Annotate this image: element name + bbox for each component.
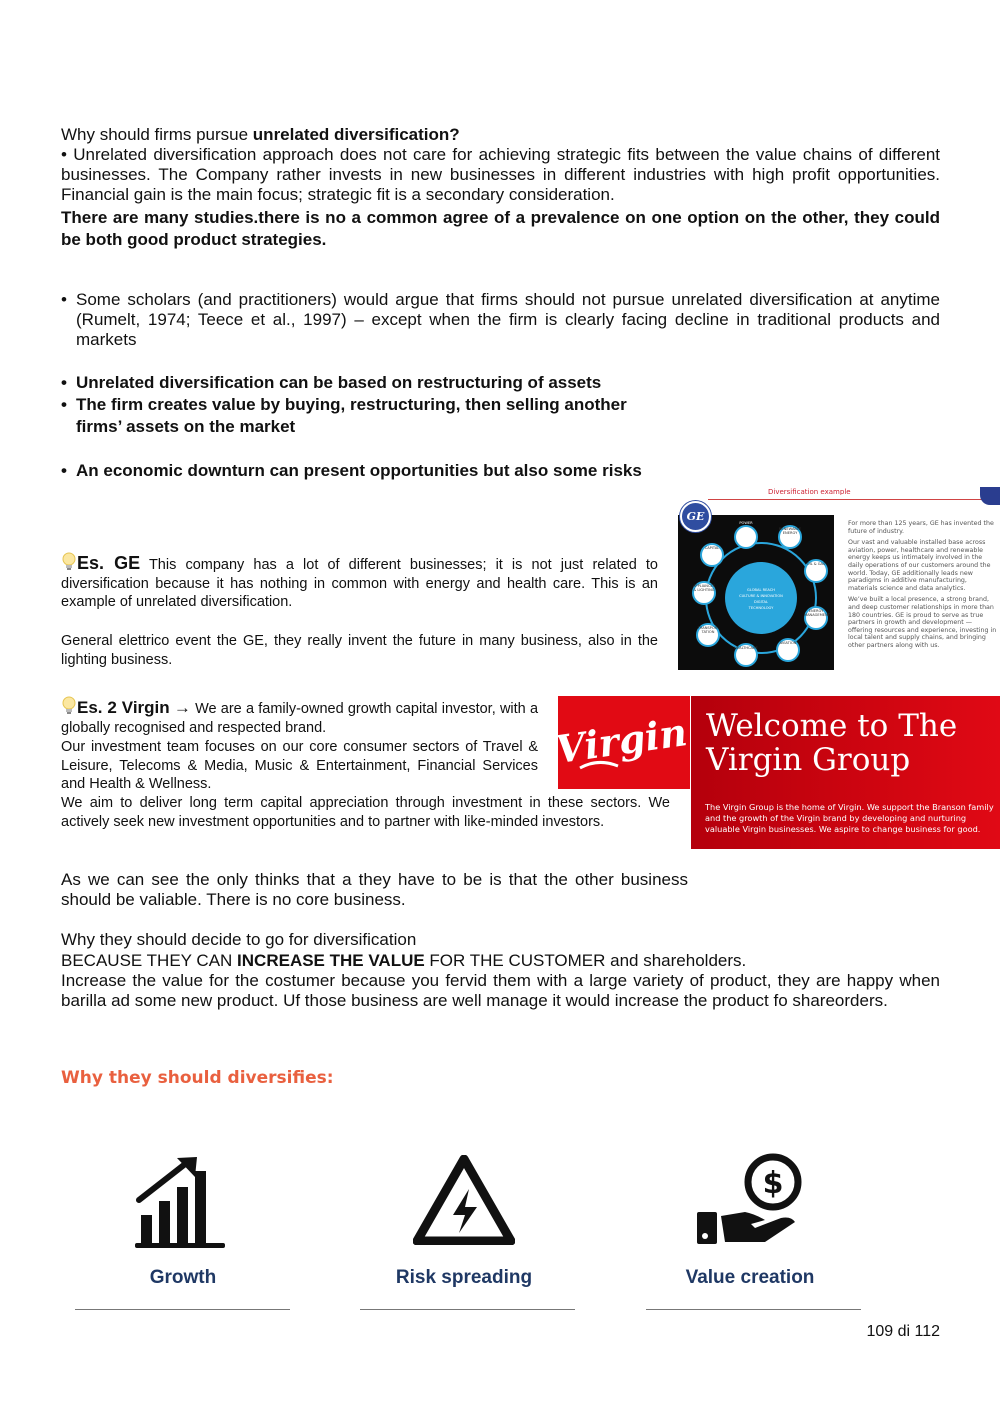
ge-node-capital: CAPITAL [704, 546, 720, 550]
ge-node-transport: TRANSPOR-TATION [697, 626, 719, 634]
ge-image [678, 487, 1000, 672]
virgin-example-text3: We aim to deliver long term capital appreciation through investment in these sectors. We actively seek new investment opportunities and to partner with like-minded investors. [61, 795, 670, 830]
ge-center-line-3: DIGITAL [753, 600, 769, 604]
ge-node-appliances: APPLIANCES & LIGHTING [692, 584, 716, 592]
ge-logo-text: GE [686, 510, 705, 523]
conclusion-text: As we can see the only thinks that a they have to be is that the other business should be valiable. There is no core business. [61, 870, 688, 909]
ge-header-bar [708, 492, 1000, 500]
bullet-marker: • [61, 461, 67, 480]
because-bold: INCREASE THE VALUE [237, 951, 425, 970]
ge-description [848, 520, 998, 650]
bullet-downturn [61, 460, 671, 482]
ge-node-healthcare: HEALTHCARE [734, 646, 758, 650]
growth-divider [75, 1309, 290, 1310]
intro-question [61, 125, 940, 145]
ge-center-label [733, 587, 789, 611]
risk-divider [360, 1309, 575, 1310]
virgin-example-title: Es. 2 Virgin [77, 698, 170, 717]
conclusion-why: Why they should decide to go for diversification [61, 930, 417, 949]
virgin-logo [558, 696, 690, 789]
conclusion-increase: Increase the value for the costumer because you fervid them with a large variety of product, they are happy when barilla ad some new product. Uf those business are well manage it would increase the product fo shareorders. [61, 971, 940, 1010]
intro-question-bold: unrelated diversification? [252, 125, 460, 144]
ge-diagram [678, 515, 834, 670]
diversify-heading: Why they should diversifies: [61, 1068, 334, 1088]
growth-chart-icon [133, 1155, 227, 1249]
lightbulb-icon [61, 552, 77, 572]
bullet-downturn-text: An economic downturn can present opportunities but also some risks [76, 461, 642, 480]
hand-dollar-icon [695, 1152, 803, 1248]
intro-question-prefix: Why should firms pursue [61, 125, 253, 144]
ge-description-para3: We’ve built a local presence, a strong brand, and deep customer relationships in more than 180 countries. GE is proud to serve as true partners in growth and development — offering resources and experience, investing in local talent and supply chains, and bringing other partners along with us. [848, 596, 997, 649]
svg-text:$: $ [762, 1166, 784, 1201]
ge-example-text: This company has a lot of different businesses; it is not just related to diversification because it has nothing in common with energy and health care. This is an example of unrelated diversification. [61, 557, 658, 610]
bullet-restructuring [61, 372, 681, 394]
bullet-marker: • [61, 373, 67, 392]
virgin-logo-image [558, 696, 690, 789]
because-prefix: BECAUSE THEY CAN [61, 951, 238, 970]
ge-header-text: Diversification example [768, 488, 851, 495]
ge-node-energy: ENERGY MANAGEMENT [804, 609, 830, 617]
warning-triangle-icon [413, 1155, 515, 1245]
ge-example-title: Es. GE [77, 553, 141, 573]
virgin-banner-subtitle: The Virgin Group is the home of Virgin. We support the Branson family and the growth of the Virgin brand by developing and nurturing valuable Virgin businesses. We aspire to change business for good. [705, 802, 994, 834]
ge-corner-dot [980, 487, 1000, 505]
ge-logo [680, 501, 711, 532]
growth-label: Growth [149, 1267, 217, 1288]
conclusion-because [61, 951, 940, 971]
bullet-marker: • [61, 290, 67, 309]
bullet-value-text: The firm creates value by buying, restructuring, then selling another firms’ assets on the market [76, 395, 627, 436]
virgin-example-text2: Our investment team focuses on our core consumer sectors of Travel & Leisure, Telecoms & Media, Music & Entertainment, Financial Services and Health & Wellness. [61, 739, 538, 792]
because-suffix: FOR THE CUSTOMER and shareholders. [424, 951, 747, 970]
value-creation-label: Value creation [685, 1267, 815, 1288]
ge-node-oil: OIL & GAS [806, 562, 826, 566]
virgin-banner [691, 696, 1000, 849]
intro-paragraph: • Unrelated diversification approach does not care for achieving strategic fits between the value chains of different businesses. The Company rather invests in new businesses in different industries with high profit opportunities. Financial gain is the main focus; strategic fit is a secondary consideration. [61, 145, 940, 204]
ge-description-para1: For more than 125 years, GE has invented the future of industry. [848, 520, 994, 535]
bullet-scholars [61, 290, 940, 350]
bullet-restructuring-text: Unrelated diversification can be based on restructuring of assets [76, 373, 602, 392]
ge-center-line-1: GLOBAL REACH [747, 588, 775, 592]
ge-example-text2: General elettrico event the GE, they really invent the future in many business, also in the lighting business. [61, 633, 658, 668]
virgin-example-text1: We are a family-owned growth capital investor, with a globally recognised and respected brand. [61, 701, 539, 736]
ge-description-para2: Our vast and valuable installed base across aviation, power, healthcare and renewable energy keeps us intimately involved in the daily operations of our customers around the world. Today, GE additionally leads new paradigms in additive manufacturing, materials science and data analytics. [848, 539, 991, 592]
virgin-logo-text: Virgin [558, 709, 690, 773]
ge-center-line-4: TECHNOLOGY [748, 606, 774, 610]
virgin-banner-title: Welcome to The Virgin Group [706, 708, 958, 778]
ge-center-line-2: CULTURE & INNOVATION [739, 594, 783, 598]
risk-spreading-label: Risk spreading [395, 1267, 533, 1288]
ge-node-renewable: RENEWABLE ENERGY [778, 527, 802, 535]
lightbulb-icon [61, 696, 77, 716]
intro-bold-paragraph: There are many studies.there is no a common agree of a prevalence on one option on the other, they could be both good product strategies. [61, 208, 940, 249]
bullet-value [61, 394, 681, 438]
bullet-marker: • [61, 395, 67, 414]
virgin-example [61, 696, 538, 737]
page-number: 109 di 112 [866, 1323, 940, 1340]
ge-example [61, 552, 658, 612]
value-divider [646, 1309, 861, 1310]
bullet-scholars-text: Some scholars (and practitioners) would argue that firms should not pursue unrelated diversification at anytime (Rumelt, 1974; Teece et al., 1997) – except when the firm is clearly facing decline in traditional products and markets [76, 290, 940, 349]
ge-node-power: POWER [739, 521, 753, 525]
ge-node-aviation: AVIATION [779, 641, 797, 645]
arrow-right-icon: → [173, 698, 191, 717]
